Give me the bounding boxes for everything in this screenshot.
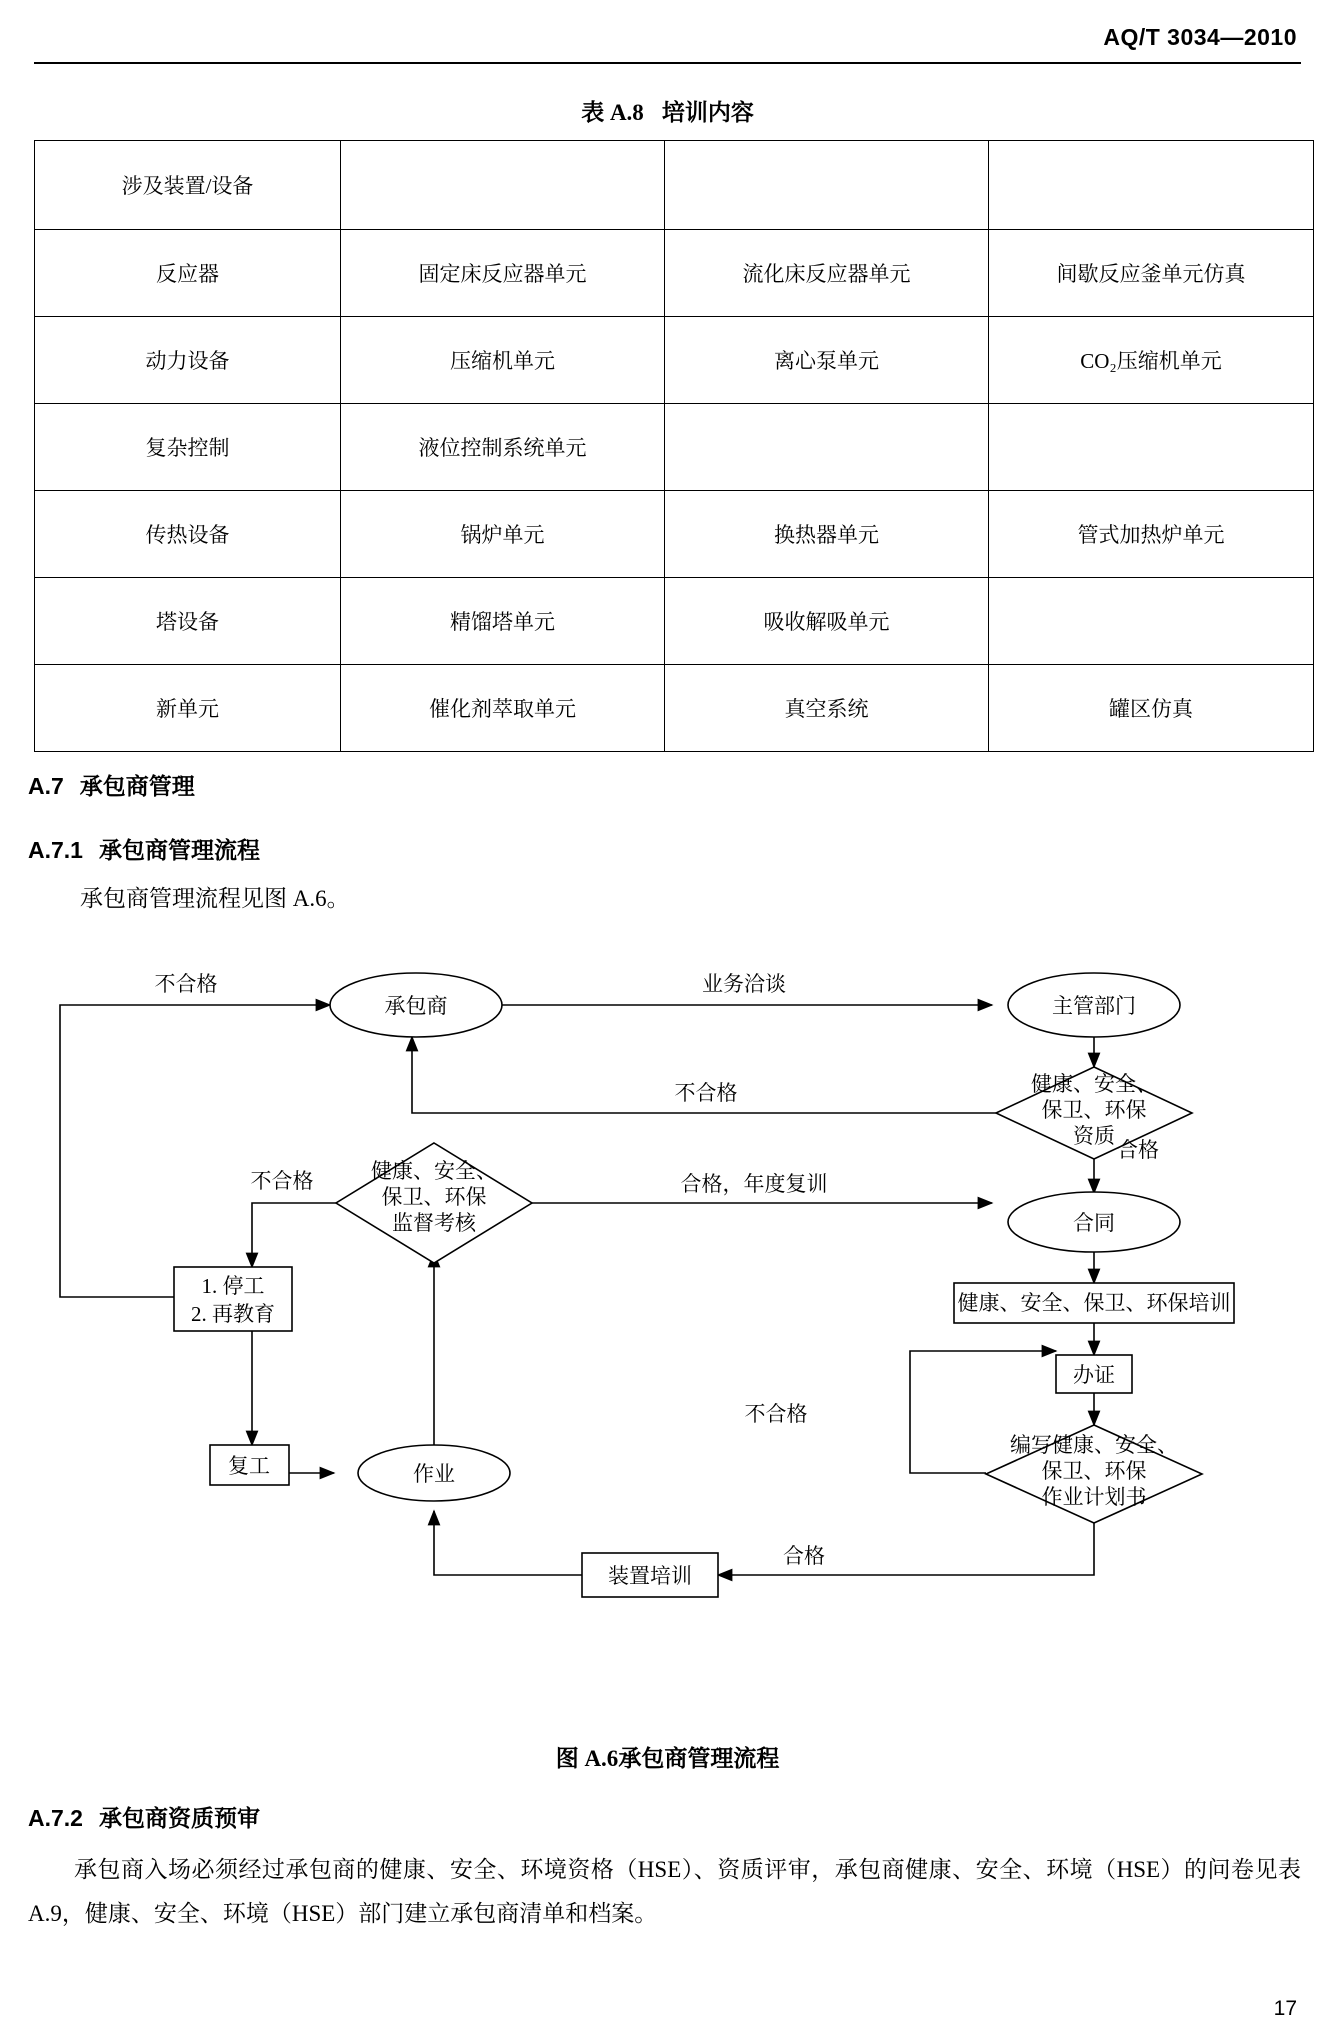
table-row — [35, 230, 1314, 317]
table-cell: 复杂控制 — [35, 404, 341, 491]
table-cell: 反应器 — [35, 230, 341, 317]
node-label-stop-2: 2. 再教育 — [191, 1302, 275, 1326]
node-label-contract: 合同 — [1073, 1211, 1115, 1235]
table-cell: 吸收解吸单元 — [665, 578, 989, 665]
table-cell: 间歇反应釜单元仿真 — [989, 230, 1314, 317]
edge-label-pass-annual: 合格，年度复训 — [680, 1172, 828, 1196]
table-row — [35, 141, 1314, 230]
header-rule — [34, 62, 1301, 64]
table-row — [35, 317, 1314, 404]
node-label-plan-1: 编写健康、安全、 — [1010, 1433, 1178, 1457]
edge-label-fail-supervision: 不合格 — [250, 1169, 314, 1193]
table-row — [35, 491, 1314, 578]
table-cell — [989, 578, 1314, 665]
figure-caption-label: 图 A.6 — [555, 1746, 619, 1771]
table-caption — [0, 94, 1335, 127]
node-label-training: 健康、安全、保卫、环保培训 — [957, 1291, 1231, 1315]
node-label-contractor: 承包商 — [384, 994, 448, 1018]
table-cell — [665, 404, 989, 491]
table-row — [35, 404, 1314, 491]
page-number: 17 — [1273, 1997, 1297, 2020]
table-cell: 动力设备 — [35, 317, 341, 404]
node-label-work: 作业 — [413, 1462, 455, 1486]
table-cell: 管式加热炉单元 — [989, 491, 1314, 578]
edge-label-pass-plan: 合格 — [783, 1544, 825, 1568]
node-label-device-training: 装置培训 — [608, 1564, 692, 1588]
table-cell — [665, 141, 989, 230]
section-heading-a71 — [28, 832, 260, 865]
figure-caption — [0, 1740, 1335, 1773]
table-cell: 压缩机单元 — [341, 317, 665, 404]
table-cell: 塔设备 — [35, 578, 341, 665]
paragraph-a72: 承包商入场必须经过承包商的健康、安全、环境资格（HSE）、资质评审，承包商健康、安全、环境（HSE）的问卷见表 A.9，健康、安全、环境（HSE）部门建立承包商清单和档案。 — [28, 1857, 1301, 1926]
section-title: 承包商管理 — [79, 773, 195, 799]
table-caption-label: 表 A.8 — [581, 100, 644, 125]
table-cell — [989, 404, 1314, 491]
node-label-plan-3: 作业计划书 — [1041, 1485, 1147, 1509]
edge-label-negotiation: 业务洽谈 — [702, 972, 786, 996]
section-number: A.7.2 — [28, 1805, 83, 1831]
table-cell: 流化床反应器单元 — [665, 230, 989, 317]
node-label-stop-1: 1. 停工 — [201, 1274, 265, 1298]
edge-label-fail-qualification: 不合格 — [674, 1081, 738, 1105]
table-cell: 离心泵单元 — [665, 317, 989, 404]
edge-label-fail-top: 不合格 — [154, 972, 218, 996]
table-row — [35, 578, 1314, 665]
node-label-supervision-3: 监督考核 — [392, 1211, 476, 1235]
section-heading-a7 — [28, 768, 195, 801]
contractor-flowchart — [34, 945, 1301, 1735]
table-cell: 精馏塔单元 — [341, 578, 665, 665]
section-title: 承包商资质预审 — [98, 1805, 260, 1831]
node-label-plan-2: 保卫、环保 — [1041, 1459, 1147, 1483]
header-standard-number: AQ/T 3034—2010 — [1103, 24, 1297, 50]
table-cell: 涉及装置/设备 — [35, 141, 341, 230]
section-heading-a72 — [28, 1800, 260, 1833]
table-cell: 锅炉单元 — [341, 491, 665, 578]
node-label-qualification-2: 保卫、环保 — [1041, 1098, 1147, 1122]
node-label-permit: 办证 — [1073, 1363, 1115, 1387]
node-label-supervision-1: 健康、安全、 — [371, 1159, 497, 1183]
node-label-supervision-2: 保卫、环保 — [381, 1185, 487, 1209]
paragraph-a71: 承包商管理流程见图 A.6。 — [80, 886, 350, 911]
section-title: 承包商管理流程 — [98, 837, 260, 863]
node-label-resume: 复工 — [228, 1454, 270, 1478]
section-number: A.7 — [28, 773, 64, 799]
figure-caption-title: 承包商管理流程 — [618, 1746, 780, 1771]
table-cell: 催化剂萃取单元 — [341, 665, 665, 752]
edge-label-pass-qualification: 合格 — [1117, 1138, 1159, 1162]
table-cell: 固定床反应器单元 — [341, 230, 665, 317]
table-cell — [989, 141, 1314, 230]
node-label-qualification-1: 健康、安全、 — [1031, 1072, 1157, 1096]
table-cell: 传热设备 — [35, 491, 341, 578]
table-cell — [341, 141, 665, 230]
node-label-qualification-3: 资质 — [1073, 1124, 1115, 1148]
table-caption-title: 培训内容 — [661, 100, 754, 125]
table-cell: 换热器单元 — [665, 491, 989, 578]
node-label-dept: 主管部门 — [1052, 994, 1136, 1018]
table-cell: 真空系统 — [665, 665, 989, 752]
edge-label-fail-plan: 不合格 — [744, 1402, 808, 1426]
table-cell: CO₂压缩机单元 — [989, 317, 1314, 404]
table-cell: 液位控制系统单元 — [341, 404, 665, 491]
table-cell: 新单元 — [35, 665, 341, 752]
section-number: A.7.1 — [28, 837, 83, 863]
training-content-table — [34, 140, 1314, 752]
table-cell: 罐区仿真 — [989, 665, 1314, 752]
table-row — [35, 665, 1314, 752]
